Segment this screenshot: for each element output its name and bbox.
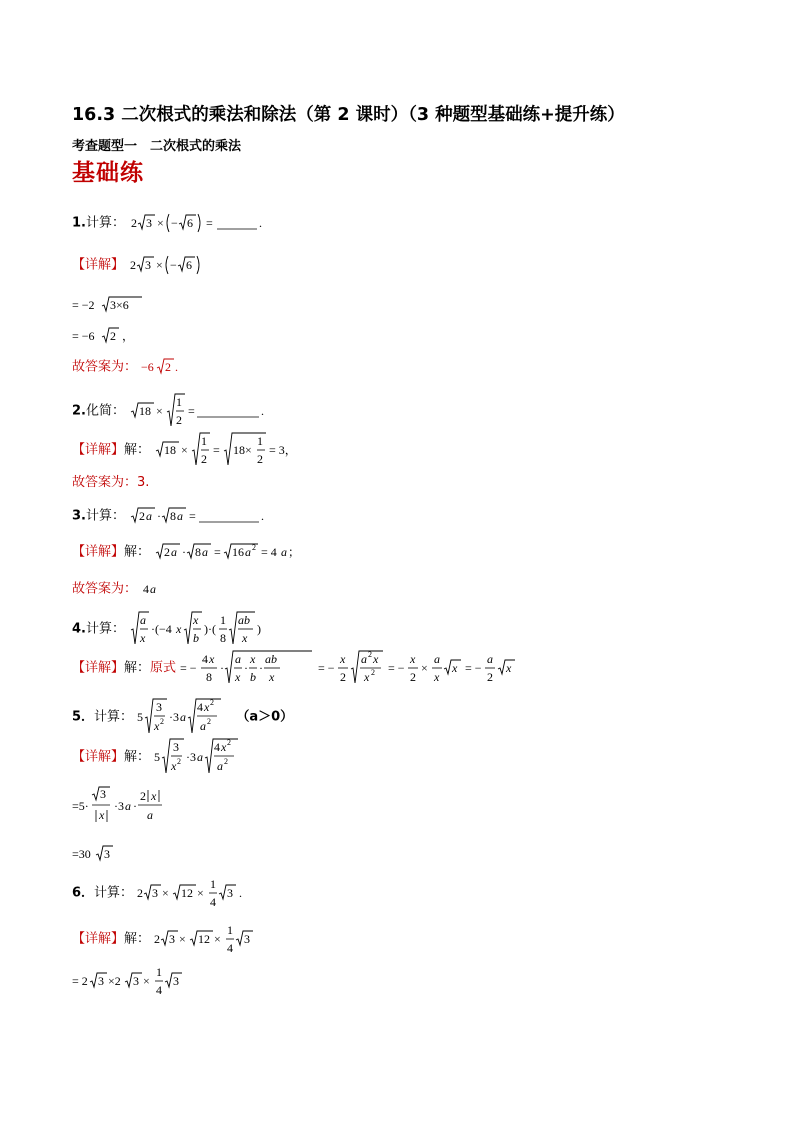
detail-label: 【详解】 — [72, 442, 125, 458]
svg-text:2: 2 — [201, 452, 208, 466]
svg-text:18×: 18× — [233, 443, 252, 457]
svg-text:a: a — [200, 719, 207, 733]
svg-text:x: x — [171, 759, 177, 773]
svg-text:2: 2 — [410, 670, 417, 684]
svg-text:b: b — [250, 670, 257, 684]
detail-label: 【详解】 — [72, 749, 125, 765]
svg-text:3: 3 — [169, 932, 176, 946]
section-heading: 基础练 — [72, 159, 144, 186]
svg-text:x: x — [209, 652, 215, 666]
problem-verb: 计算： — [94, 885, 134, 901]
svg-text:a: a — [177, 509, 184, 523]
svg-text:6: 6 — [186, 258, 193, 272]
step-expression — [154, 737, 249, 777]
svg-text:x: x — [140, 631, 146, 645]
svg-text:3: 3 — [100, 787, 106, 801]
svg-text:2: 2 — [368, 650, 373, 659]
svg-text:x: x — [204, 700, 210, 714]
svg-text:x: x — [99, 808, 105, 822]
svg-text:−: − — [170, 258, 177, 272]
svg-text:4: 4 — [143, 582, 150, 596]
svg-text:5: 5 — [137, 710, 144, 724]
svg-text:2: 2 — [140, 789, 146, 803]
svg-text:x: x — [410, 652, 416, 666]
answer-prefix: 故答案为： — [72, 359, 138, 375]
svg-text:2: 2 — [371, 668, 376, 677]
svg-text:a: a — [281, 545, 288, 559]
problem-4-detail — [72, 649, 520, 687]
problem-2-expression — [129, 392, 279, 430]
svg-text:2: 2 — [224, 757, 229, 766]
svg-text:，: ， — [122, 329, 135, 343]
problem-1-step-2 — [72, 294, 162, 316]
svg-text:x: x — [506, 661, 512, 675]
solution-label: 解： — [124, 544, 151, 560]
svg-text:=: = — [206, 216, 213, 230]
svg-text:2: 2 — [165, 360, 172, 374]
svg-text:2: 2 — [176, 413, 183, 427]
svg-text:= −: = − — [388, 661, 405, 675]
svg-text:−6: −6 — [141, 360, 154, 374]
problem-verb: 计算： — [85, 621, 125, 637]
svg-text:·: · — [259, 661, 264, 675]
svg-text:x: x — [151, 789, 157, 803]
svg-text:3: 3 — [104, 847, 110, 861]
svg-text:=30: =30 — [72, 847, 91, 861]
problem-5-detail — [72, 737, 249, 777]
problem-5-step-3 — [72, 843, 132, 865]
problem-number: 2. — [72, 403, 86, 419]
svg-text:x: x — [452, 661, 458, 675]
problem-5-expression — [137, 697, 232, 737]
svg-text:= −6: = −6 — [72, 329, 95, 343]
condition: （a＞0） — [236, 709, 294, 725]
svg-text:a: a — [146, 509, 153, 523]
problem-verb: 计算： — [94, 709, 134, 725]
svg-text:×: × — [179, 932, 186, 946]
svg-text:2: 2 — [252, 543, 257, 552]
svg-text:3: 3 — [133, 974, 139, 988]
step-expression — [180, 649, 520, 687]
answer-value — [141, 356, 201, 378]
svg-text:18: 18 — [139, 404, 152, 418]
svg-text:= −2: = −2 — [72, 298, 95, 312]
svg-text:3: 3 — [152, 886, 159, 900]
svg-text:2: 2 — [164, 545, 171, 559]
step-expression — [154, 541, 324, 563]
svg-text:8: 8 — [206, 670, 213, 684]
svg-text:2: 2 — [154, 932, 161, 946]
problem-3 — [72, 505, 279, 527]
problem-1-answer — [72, 356, 201, 378]
svg-text:1: 1 — [156, 965, 162, 979]
svg-text:a: a — [487, 652, 494, 666]
problem-2-answer — [72, 474, 149, 492]
svg-text:x: x — [221, 740, 227, 754]
svg-text:·: · — [157, 509, 162, 523]
svg-text:)·(: )·( — [204, 622, 217, 636]
problem-number: 3. — [72, 508, 86, 524]
svg-text:·3: ·3 — [114, 799, 124, 813]
svg-text:x: x — [176, 622, 182, 636]
svg-text:x: x — [340, 652, 346, 666]
svg-text:2: 2 — [160, 717, 165, 726]
svg-text:5: 5 — [154, 750, 161, 764]
svg-text:×: × — [421, 661, 428, 675]
step-expression — [154, 431, 314, 469]
answer-value: 3. — [137, 475, 150, 490]
svg-text:·: · — [182, 545, 187, 559]
svg-text:·(−4: ·(−4 — [151, 622, 172, 636]
problem-3-expression — [129, 505, 279, 527]
svg-text:4: 4 — [214, 740, 221, 754]
problem-number: 5． — [72, 709, 95, 725]
original-label: 原式 — [150, 660, 177, 676]
svg-text:a: a — [150, 582, 157, 596]
svg-text:b: b — [193, 631, 200, 645]
problem-3-detail — [72, 541, 324, 563]
detail-label: 【详解】 — [72, 931, 125, 947]
problem-verb: 计算： — [85, 508, 125, 524]
svg-text:= 3，: = 3， — [269, 443, 297, 457]
svg-text:×: × — [214, 932, 221, 946]
solution-label: 解： — [124, 749, 151, 765]
svg-text:=: = — [188, 404, 195, 418]
topic-heading: 考查题型一 二次根式的乘法 — [72, 139, 242, 154]
problem-4 — [72, 610, 279, 648]
problem-1-detail — [72, 254, 218, 276]
svg-text:x: x — [235, 670, 241, 684]
svg-text:4: 4 — [197, 700, 204, 714]
svg-text:×: × — [157, 216, 164, 230]
svg-text:a: a — [171, 545, 178, 559]
svg-text:2: 2 — [131, 216, 138, 230]
svg-text:1: 1 — [257, 434, 264, 448]
svg-text:8: 8 — [170, 509, 177, 523]
svg-text:=: = — [214, 545, 221, 559]
svg-text:12: 12 — [181, 886, 194, 900]
svg-text:2: 2 — [110, 329, 116, 343]
svg-text:1: 1 — [210, 877, 217, 891]
svg-text:1: 1 — [220, 613, 227, 627]
svg-text:2: 2 — [487, 670, 494, 684]
problem-5-step-2 — [72, 786, 182, 826]
detail-label: 【详解】 — [72, 544, 125, 560]
solution-label: 解： — [124, 931, 151, 947]
svg-text:2: 2 — [177, 757, 182, 766]
svg-text:= 2: = 2 — [72, 974, 88, 988]
svg-text:a: a — [125, 799, 131, 813]
svg-text:4: 4 — [210, 895, 217, 909]
problem-6-step-2 — [72, 962, 202, 1000]
solution-label: 解： — [124, 660, 151, 676]
problem-6-expression — [137, 874, 247, 912]
step-expression — [72, 843, 132, 865]
svg-text:1: 1 — [201, 434, 208, 448]
svg-text:=5·: =5· — [72, 799, 89, 813]
problem-4-expression — [129, 610, 279, 648]
svg-text:a: a — [361, 652, 368, 666]
svg-text:×: × — [162, 886, 169, 900]
problem-3-answer — [72, 579, 171, 599]
svg-text:= −: = − — [465, 661, 482, 675]
answer-prefix: 故答案为： — [72, 581, 138, 597]
step-expression — [72, 325, 152, 347]
svg-text:.: . — [175, 360, 179, 374]
svg-text:.: . — [259, 216, 263, 230]
svg-text:3: 3 — [145, 258, 152, 272]
svg-text:2: 2 — [257, 452, 264, 466]
svg-text:x: x — [154, 719, 160, 733]
problem-6 — [72, 874, 247, 912]
svg-text:a: a — [245, 545, 252, 559]
svg-text:2: 2 — [340, 670, 347, 684]
svg-text:.: . — [239, 886, 243, 900]
svg-text:−: − — [171, 216, 178, 230]
svg-text:3: 3 — [173, 974, 179, 988]
svg-text:8: 8 — [220, 631, 227, 645]
svg-text:4: 4 — [202, 652, 209, 666]
svg-text:18: 18 — [164, 443, 177, 457]
detail-label: 【详解】 — [72, 257, 125, 273]
problem-1 — [72, 212, 269, 234]
svg-text:3: 3 — [173, 740, 180, 754]
svg-text:=: = — [213, 443, 220, 457]
problem-number: 4. — [72, 621, 86, 637]
answer-prefix: 故答案为： — [72, 475, 138, 490]
problem-verb: 化简： — [85, 403, 125, 419]
svg-text:=: = — [189, 509, 196, 523]
svg-text:1: 1 — [176, 395, 183, 409]
page-title: 16.3 二次根式的乘法和除法（第 2 课时）（3 种题型基础练+提升练） — [72, 105, 625, 125]
svg-text:2: 2 — [139, 509, 146, 523]
step-expression — [128, 254, 218, 276]
svg-text:ab: ab — [238, 613, 251, 627]
problem-2 — [72, 392, 279, 430]
svg-text:；: ； — [288, 545, 301, 559]
svg-text:×: × — [181, 443, 188, 457]
svg-text:4: 4 — [156, 983, 162, 997]
step-expression — [72, 294, 162, 316]
svg-text:×: × — [143, 974, 150, 988]
problem-verb: 计算： — [85, 215, 125, 231]
svg-text:·3: ·3 — [186, 750, 197, 764]
svg-text:×2: ×2 — [108, 974, 121, 988]
solution-label: 解： — [124, 442, 151, 458]
svg-text:3: 3 — [156, 700, 163, 714]
svg-text:3×6: 3×6 — [110, 298, 129, 312]
svg-text:ab: ab — [265, 652, 278, 666]
svg-text:·: · — [220, 661, 225, 675]
svg-text:×: × — [156, 258, 163, 272]
svg-text:8: 8 — [195, 545, 202, 559]
svg-text:= −: = − — [318, 661, 335, 675]
detail-label: 【详解】 — [72, 660, 125, 676]
svg-text:4: 4 — [227, 941, 234, 955]
svg-text:·: · — [133, 799, 137, 813]
svg-text:3: 3 — [146, 216, 153, 230]
svg-text:a: a — [217, 759, 224, 773]
answer-value — [141, 579, 171, 599]
step-expression — [72, 786, 182, 826]
svg-text:3: 3 — [98, 974, 104, 988]
svg-text:2: 2 — [207, 717, 212, 726]
svg-text:= 4: = 4 — [261, 545, 277, 559]
step-expression — [154, 920, 264, 958]
svg-text:a: a — [197, 750, 204, 764]
svg-text:2: 2 — [137, 886, 144, 900]
svg-text:a: a — [147, 808, 153, 822]
svg-text:a: a — [180, 710, 187, 724]
svg-text:·3: ·3 — [169, 710, 180, 724]
step-expression — [72, 962, 202, 1000]
svg-text:6: 6 — [187, 216, 194, 230]
svg-text:3: 3 — [244, 932, 251, 946]
svg-text:a: a — [202, 545, 209, 559]
problem-1-expression — [129, 212, 269, 234]
svg-text:): ) — [257, 622, 262, 636]
svg-text:·: · — [244, 661, 249, 675]
svg-text:2: 2 — [130, 258, 137, 272]
svg-text:.: . — [261, 404, 265, 418]
svg-text:.: . — [261, 509, 265, 523]
svg-text:x: x — [364, 670, 370, 684]
svg-text:12: 12 — [198, 932, 211, 946]
svg-text:x: x — [242, 631, 248, 645]
svg-text:a: a — [140, 613, 147, 627]
problem-2-detail — [72, 431, 314, 469]
svg-text:x: x — [434, 670, 440, 684]
svg-text:x: x — [269, 670, 275, 684]
problem-6-detail — [72, 920, 264, 958]
svg-text:= −: = − — [180, 661, 197, 675]
svg-text:x: x — [373, 652, 379, 666]
svg-text:x: x — [250, 652, 256, 666]
svg-text:2: 2 — [210, 698, 215, 707]
problem-number: 1. — [72, 215, 86, 231]
svg-text:×: × — [197, 886, 204, 900]
svg-text:×: × — [156, 404, 163, 418]
svg-text:a: a — [235, 652, 242, 666]
svg-text:x: x — [193, 613, 199, 627]
svg-text:2: 2 — [227, 738, 232, 747]
svg-text:1: 1 — [227, 923, 234, 937]
problem-1-step-3 — [72, 325, 152, 347]
problem-5 — [72, 697, 293, 737]
svg-text:a: a — [434, 652, 441, 666]
problem-number: 6． — [72, 885, 95, 901]
svg-text:16: 16 — [232, 545, 245, 559]
svg-text:3: 3 — [227, 886, 234, 900]
